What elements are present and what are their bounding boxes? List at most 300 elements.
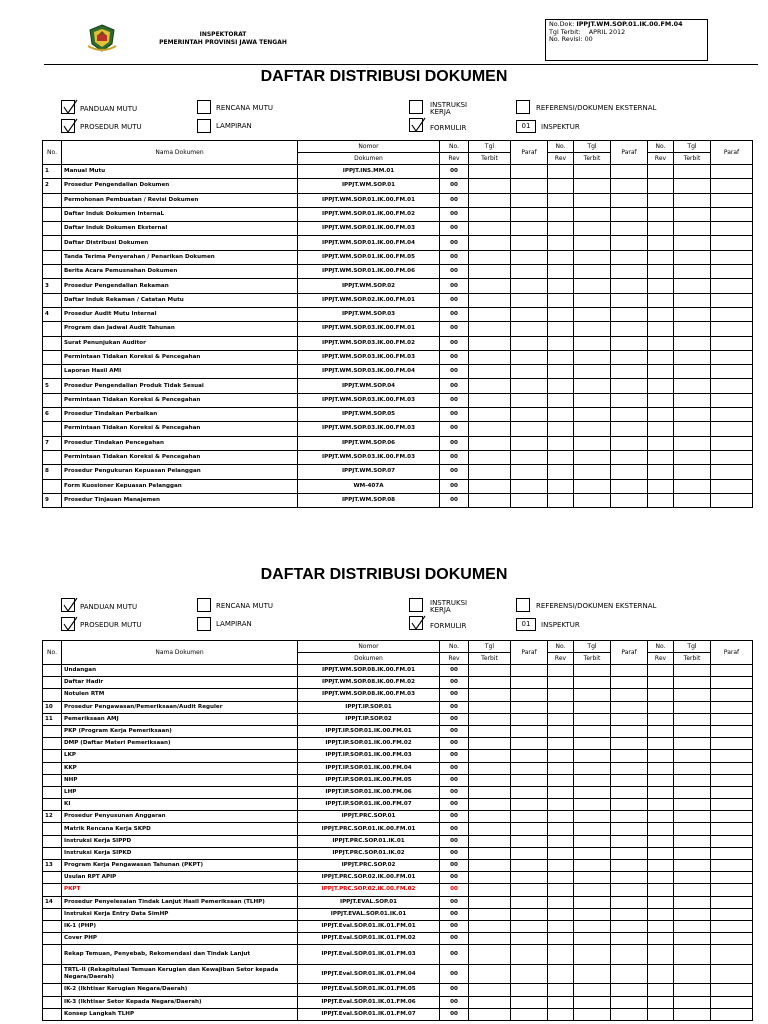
empty-cell[interactable] xyxy=(611,207,648,221)
empty-cell[interactable] xyxy=(511,265,548,279)
empty-cell[interactable] xyxy=(611,811,648,823)
empty-cell[interactable] xyxy=(511,847,548,859)
empty-cell[interactable] xyxy=(574,689,611,701)
empty-cell[interactable] xyxy=(711,933,753,945)
empty-cell[interactable] xyxy=(469,350,511,364)
empty-cell[interactable] xyxy=(711,250,753,264)
empty-cell[interactable] xyxy=(611,823,648,835)
empty-cell[interactable] xyxy=(674,1008,711,1020)
empty-cell[interactable] xyxy=(648,450,674,464)
empty-cell[interactable] xyxy=(469,165,511,179)
empty-cell[interactable] xyxy=(469,786,511,798)
empty-cell[interactable] xyxy=(574,465,611,479)
empty-cell[interactable] xyxy=(574,908,611,920)
empty-cell[interactable] xyxy=(548,896,574,908)
empty-cell[interactable] xyxy=(674,908,711,920)
empty-cell[interactable] xyxy=(469,823,511,835)
empty-cell[interactable] xyxy=(469,436,511,450)
empty-cell[interactable] xyxy=(511,408,548,422)
empty-cell[interactable] xyxy=(548,689,574,701)
empty-cell[interactable] xyxy=(611,307,648,321)
empty-cell[interactable] xyxy=(574,336,611,350)
empty-cell[interactable] xyxy=(469,762,511,774)
empty-cell[interactable] xyxy=(711,479,753,493)
empty-cell[interactable] xyxy=(711,884,753,896)
empty-cell[interactable] xyxy=(511,920,548,932)
empty-cell[interactable] xyxy=(648,689,674,701)
empty-cell[interactable] xyxy=(548,738,574,750)
empty-cell[interactable] xyxy=(511,713,548,725)
empty-cell[interactable] xyxy=(548,677,574,689)
empty-cell[interactable] xyxy=(511,165,548,179)
empty-cell[interactable] xyxy=(648,896,674,908)
empty-cell[interactable] xyxy=(548,835,574,847)
empty-cell[interactable] xyxy=(548,365,574,379)
empty-cell[interactable] xyxy=(469,422,511,436)
empty-cell[interactable] xyxy=(648,713,674,725)
empty-cell[interactable] xyxy=(674,860,711,872)
empty-cell[interactable] xyxy=(611,908,648,920)
empty-cell[interactable] xyxy=(611,236,648,250)
referensi-checkbox[interactable] xyxy=(516,100,530,114)
empty-cell[interactable] xyxy=(674,465,711,479)
empty-cell[interactable] xyxy=(648,165,674,179)
empty-cell[interactable] xyxy=(469,847,511,859)
empty-cell[interactable] xyxy=(511,872,548,884)
empty-cell[interactable] xyxy=(469,984,511,996)
rencana-mutu-checkbox[interactable] xyxy=(197,100,211,114)
empty-cell[interactable] xyxy=(611,1008,648,1020)
empty-cell[interactable] xyxy=(711,379,753,393)
empty-cell[interactable] xyxy=(574,322,611,336)
empty-cell[interactable] xyxy=(648,322,674,336)
empty-cell[interactable] xyxy=(648,860,674,872)
empty-cell[interactable] xyxy=(511,665,548,677)
empty-cell[interactable] xyxy=(574,408,611,422)
empty-cell[interactable] xyxy=(574,762,611,774)
empty-cell[interactable] xyxy=(674,450,711,464)
empty-cell[interactable] xyxy=(611,762,648,774)
empty-cell[interactable] xyxy=(469,920,511,932)
empty-cell[interactable] xyxy=(548,279,574,293)
empty-cell[interactable] xyxy=(648,920,674,932)
empty-cell[interactable] xyxy=(574,713,611,725)
empty-cell[interactable] xyxy=(469,750,511,762)
empty-cell[interactable] xyxy=(711,179,753,193)
empty-cell[interactable] xyxy=(511,307,548,321)
empty-cell[interactable] xyxy=(711,493,753,507)
empty-cell[interactable] xyxy=(711,762,753,774)
empty-cell[interactable] xyxy=(469,996,511,1008)
instruksi-kerja-checkbox[interactable] xyxy=(409,100,423,114)
empty-cell[interactable] xyxy=(674,179,711,193)
empty-cell[interactable] xyxy=(674,665,711,677)
empty-cell[interactable] xyxy=(574,984,611,996)
empty-cell[interactable] xyxy=(511,379,548,393)
empty-cell[interactable] xyxy=(469,677,511,689)
empty-cell[interactable] xyxy=(711,193,753,207)
empty-cell[interactable] xyxy=(711,222,753,236)
empty-cell[interactable] xyxy=(511,350,548,364)
empty-cell[interactable] xyxy=(648,293,674,307)
empty-cell[interactable] xyxy=(674,307,711,321)
empty-cell[interactable] xyxy=(648,379,674,393)
empty-cell[interactable] xyxy=(574,786,611,798)
empty-cell[interactable] xyxy=(611,408,648,422)
empty-cell[interactable] xyxy=(511,884,548,896)
empty-cell[interactable] xyxy=(711,799,753,811)
empty-cell[interactable] xyxy=(574,222,611,236)
empty-cell[interactable] xyxy=(711,996,753,1008)
empty-cell[interactable] xyxy=(674,799,711,811)
empty-cell[interactable] xyxy=(674,193,711,207)
empty-cell[interactable] xyxy=(711,860,753,872)
empty-cell[interactable] xyxy=(511,436,548,450)
formulir-checkbox[interactable] xyxy=(409,118,423,132)
empty-cell[interactable] xyxy=(674,393,711,407)
empty-cell[interactable] xyxy=(611,677,648,689)
empty-cell[interactable] xyxy=(511,193,548,207)
empty-cell[interactable] xyxy=(548,350,574,364)
empty-cell[interactable] xyxy=(469,811,511,823)
empty-cell[interactable] xyxy=(674,835,711,847)
empty-cell[interactable] xyxy=(611,265,648,279)
empty-cell[interactable] xyxy=(648,222,674,236)
empty-cell[interactable] xyxy=(574,250,611,264)
empty-cell[interactable] xyxy=(574,896,611,908)
empty-cell[interactable] xyxy=(611,799,648,811)
empty-cell[interactable] xyxy=(648,945,674,965)
empty-cell[interactable] xyxy=(674,896,711,908)
empty-cell[interactable] xyxy=(511,250,548,264)
empty-cell[interactable] xyxy=(674,250,711,264)
empty-cell[interactable] xyxy=(711,701,753,713)
empty-cell[interactable] xyxy=(511,465,548,479)
empty-cell[interactable] xyxy=(674,933,711,945)
empty-cell[interactable] xyxy=(648,207,674,221)
empty-cell[interactable] xyxy=(611,884,648,896)
empty-cell[interactable] xyxy=(511,279,548,293)
empty-cell[interactable] xyxy=(574,1008,611,1020)
empty-cell[interactable] xyxy=(711,677,753,689)
empty-cell[interactable] xyxy=(511,422,548,436)
empty-cell[interactable] xyxy=(711,365,753,379)
empty-cell[interactable] xyxy=(469,250,511,264)
panduan-mutu-checkbox[interactable] xyxy=(61,598,75,612)
empty-cell[interactable] xyxy=(648,479,674,493)
empty-cell[interactable] xyxy=(469,1008,511,1020)
empty-cell[interactable] xyxy=(648,493,674,507)
empty-cell[interactable] xyxy=(611,750,648,762)
empty-cell[interactable] xyxy=(648,835,674,847)
empty-cell[interactable] xyxy=(674,279,711,293)
empty-cell[interactable] xyxy=(511,786,548,798)
empty-cell[interactable] xyxy=(469,336,511,350)
empty-cell[interactable] xyxy=(469,408,511,422)
empty-cell[interactable] xyxy=(711,835,753,847)
empty-cell[interactable] xyxy=(674,689,711,701)
empty-cell[interactable] xyxy=(574,179,611,193)
empty-cell[interactable] xyxy=(674,847,711,859)
empty-cell[interactable] xyxy=(469,179,511,193)
empty-cell[interactable] xyxy=(674,920,711,932)
empty-cell[interactable] xyxy=(548,860,574,872)
empty-cell[interactable] xyxy=(611,165,648,179)
empty-cell[interactable] xyxy=(511,823,548,835)
empty-cell[interactable] xyxy=(674,713,711,725)
empty-cell[interactable] xyxy=(574,823,611,835)
empty-cell[interactable] xyxy=(611,393,648,407)
empty-cell[interactable] xyxy=(711,847,753,859)
empty-cell[interactable] xyxy=(611,689,648,701)
empty-cell[interactable] xyxy=(574,293,611,307)
empty-cell[interactable] xyxy=(674,774,711,786)
empty-cell[interactable] xyxy=(548,436,574,450)
empty-cell[interactable] xyxy=(511,860,548,872)
empty-cell[interactable] xyxy=(469,774,511,786)
empty-cell[interactable] xyxy=(574,207,611,221)
empty-cell[interactable] xyxy=(548,336,574,350)
empty-cell[interactable] xyxy=(711,908,753,920)
empty-cell[interactable] xyxy=(648,847,674,859)
empty-cell[interactable] xyxy=(711,945,753,965)
empty-cell[interactable] xyxy=(548,393,574,407)
empty-cell[interactable] xyxy=(648,279,674,293)
empty-cell[interactable] xyxy=(548,250,574,264)
empty-cell[interactable] xyxy=(548,786,574,798)
empty-cell[interactable] xyxy=(469,379,511,393)
empty-cell[interactable] xyxy=(674,165,711,179)
empty-cell[interactable] xyxy=(674,493,711,507)
empty-cell[interactable] xyxy=(548,1008,574,1020)
empty-cell[interactable] xyxy=(674,379,711,393)
empty-cell[interactable] xyxy=(511,689,548,701)
empty-cell[interactable] xyxy=(648,811,674,823)
empty-cell[interactable] xyxy=(674,750,711,762)
empty-cell[interactable] xyxy=(674,701,711,713)
empty-cell[interactable] xyxy=(574,847,611,859)
empty-cell[interactable] xyxy=(469,738,511,750)
empty-cell[interactable] xyxy=(711,786,753,798)
empty-cell[interactable] xyxy=(711,774,753,786)
empty-cell[interactable] xyxy=(711,665,753,677)
empty-cell[interactable] xyxy=(511,479,548,493)
empty-cell[interactable] xyxy=(548,465,574,479)
empty-cell[interactable] xyxy=(574,933,611,945)
empty-cell[interactable] xyxy=(674,762,711,774)
empty-cell[interactable] xyxy=(611,322,648,336)
empty-cell[interactable] xyxy=(574,379,611,393)
empty-cell[interactable] xyxy=(574,350,611,364)
empty-cell[interactable] xyxy=(469,725,511,737)
empty-cell[interactable] xyxy=(648,393,674,407)
empty-cell[interactable] xyxy=(548,996,574,1008)
empty-cell[interactable] xyxy=(511,701,548,713)
empty-cell[interactable] xyxy=(648,738,674,750)
empty-cell[interactable] xyxy=(711,1008,753,1020)
empty-cell[interactable] xyxy=(648,701,674,713)
empty-cell[interactable] xyxy=(511,750,548,762)
empty-cell[interactable] xyxy=(611,193,648,207)
empty-cell[interactable] xyxy=(648,265,674,279)
prosedur-mutu-checkbox[interactable] xyxy=(61,119,75,133)
empty-cell[interactable] xyxy=(574,450,611,464)
empty-cell[interactable] xyxy=(548,222,574,236)
empty-cell[interactable] xyxy=(648,307,674,321)
empty-cell[interactable] xyxy=(574,872,611,884)
empty-cell[interactable] xyxy=(611,860,648,872)
empty-cell[interactable] xyxy=(511,293,548,307)
empty-cell[interactable] xyxy=(648,762,674,774)
empty-cell[interactable] xyxy=(469,236,511,250)
empty-cell[interactable] xyxy=(611,933,648,945)
empty-cell[interactable] xyxy=(548,920,574,932)
instruksi-kerja-checkbox[interactable] xyxy=(409,598,423,612)
empty-cell[interactable] xyxy=(548,811,574,823)
empty-cell[interactable] xyxy=(674,479,711,493)
empty-cell[interactable] xyxy=(469,307,511,321)
empty-cell[interactable] xyxy=(574,479,611,493)
empty-cell[interactable] xyxy=(611,465,648,479)
empty-cell[interactable] xyxy=(648,799,674,811)
empty-cell[interactable] xyxy=(548,193,574,207)
prosedur-mutu-checkbox[interactable] xyxy=(61,617,75,631)
empty-cell[interactable] xyxy=(548,713,574,725)
empty-cell[interactable] xyxy=(548,450,574,464)
empty-cell[interactable] xyxy=(574,920,611,932)
empty-cell[interactable] xyxy=(548,884,574,896)
empty-cell[interactable] xyxy=(511,677,548,689)
empty-cell[interactable] xyxy=(711,450,753,464)
empty-cell[interactable] xyxy=(674,207,711,221)
empty-cell[interactable] xyxy=(648,984,674,996)
empty-cell[interactable] xyxy=(574,677,611,689)
empty-cell[interactable] xyxy=(611,896,648,908)
empty-cell[interactable] xyxy=(674,823,711,835)
empty-cell[interactable] xyxy=(469,701,511,713)
empty-cell[interactable] xyxy=(548,179,574,193)
empty-cell[interactable] xyxy=(611,725,648,737)
empty-cell[interactable] xyxy=(611,179,648,193)
empty-cell[interactable] xyxy=(611,250,648,264)
empty-cell[interactable] xyxy=(511,738,548,750)
empty-cell[interactable] xyxy=(711,896,753,908)
referensi-checkbox[interactable] xyxy=(516,598,530,612)
empty-cell[interactable] xyxy=(711,713,753,725)
empty-cell[interactable] xyxy=(648,365,674,379)
empty-cell[interactable] xyxy=(511,493,548,507)
empty-cell[interactable] xyxy=(611,293,648,307)
empty-cell[interactable] xyxy=(469,799,511,811)
lampiran-checkbox[interactable] xyxy=(197,617,211,631)
empty-cell[interactable] xyxy=(611,450,648,464)
empty-cell[interactable] xyxy=(611,422,648,436)
empty-cell[interactable] xyxy=(511,762,548,774)
empty-cell[interactable] xyxy=(711,984,753,996)
empty-cell[interactable] xyxy=(674,964,711,984)
empty-cell[interactable] xyxy=(511,964,548,984)
empty-cell[interactable] xyxy=(511,393,548,407)
empty-cell[interactable] xyxy=(648,193,674,207)
empty-cell[interactable] xyxy=(574,774,611,786)
empty-cell[interactable] xyxy=(469,222,511,236)
empty-cell[interactable] xyxy=(648,422,674,436)
empty-cell[interactable] xyxy=(469,945,511,965)
empty-cell[interactable] xyxy=(469,689,511,701)
empty-cell[interactable] xyxy=(469,493,511,507)
empty-cell[interactable] xyxy=(674,725,711,737)
empty-cell[interactable] xyxy=(674,811,711,823)
inspektur-number-box[interactable]: 01 xyxy=(516,120,536,133)
empty-cell[interactable] xyxy=(611,920,648,932)
empty-cell[interactable] xyxy=(711,393,753,407)
empty-cell[interactable] xyxy=(611,774,648,786)
empty-cell[interactable] xyxy=(674,422,711,436)
empty-cell[interactable] xyxy=(548,422,574,436)
empty-cell[interactable] xyxy=(548,701,574,713)
empty-cell[interactable] xyxy=(711,293,753,307)
empty-cell[interactable] xyxy=(674,677,711,689)
empty-cell[interactable] xyxy=(574,738,611,750)
empty-cell[interactable] xyxy=(574,996,611,1008)
empty-cell[interactable] xyxy=(648,750,674,762)
empty-cell[interactable] xyxy=(674,350,711,364)
empty-cell[interactable] xyxy=(469,365,511,379)
empty-cell[interactable] xyxy=(574,436,611,450)
empty-cell[interactable] xyxy=(548,762,574,774)
empty-cell[interactable] xyxy=(469,884,511,896)
empty-cell[interactable] xyxy=(611,945,648,965)
empty-cell[interactable] xyxy=(548,872,574,884)
empty-cell[interactable] xyxy=(711,236,753,250)
empty-cell[interactable] xyxy=(511,222,548,236)
empty-cell[interactable] xyxy=(469,479,511,493)
empty-cell[interactable] xyxy=(574,279,611,293)
empty-cell[interactable] xyxy=(469,665,511,677)
inspektur-number-box[interactable]: 01 xyxy=(516,618,536,631)
empty-cell[interactable] xyxy=(711,436,753,450)
empty-cell[interactable] xyxy=(648,774,674,786)
empty-cell[interactable] xyxy=(674,945,711,965)
empty-cell[interactable] xyxy=(648,665,674,677)
empty-cell[interactable] xyxy=(548,479,574,493)
empty-cell[interactable] xyxy=(574,884,611,896)
empty-cell[interactable] xyxy=(611,786,648,798)
empty-cell[interactable] xyxy=(611,713,648,725)
empty-cell[interactable] xyxy=(574,964,611,984)
empty-cell[interactable] xyxy=(511,774,548,786)
empty-cell[interactable] xyxy=(548,265,574,279)
empty-cell[interactable] xyxy=(711,307,753,321)
empty-cell[interactable] xyxy=(469,207,511,221)
empty-cell[interactable] xyxy=(674,265,711,279)
empty-cell[interactable] xyxy=(611,984,648,996)
empty-cell[interactable] xyxy=(611,665,648,677)
empty-cell[interactable] xyxy=(574,307,611,321)
empty-cell[interactable] xyxy=(648,179,674,193)
empty-cell[interactable] xyxy=(469,713,511,725)
lampiran-checkbox[interactable] xyxy=(197,119,211,133)
empty-cell[interactable] xyxy=(469,896,511,908)
empty-cell[interactable] xyxy=(611,365,648,379)
empty-cell[interactable] xyxy=(674,365,711,379)
empty-cell[interactable] xyxy=(611,279,648,293)
empty-cell[interactable] xyxy=(548,823,574,835)
empty-cell[interactable] xyxy=(648,677,674,689)
empty-cell[interactable] xyxy=(648,908,674,920)
empty-cell[interactable] xyxy=(574,835,611,847)
empty-cell[interactable] xyxy=(674,786,711,798)
